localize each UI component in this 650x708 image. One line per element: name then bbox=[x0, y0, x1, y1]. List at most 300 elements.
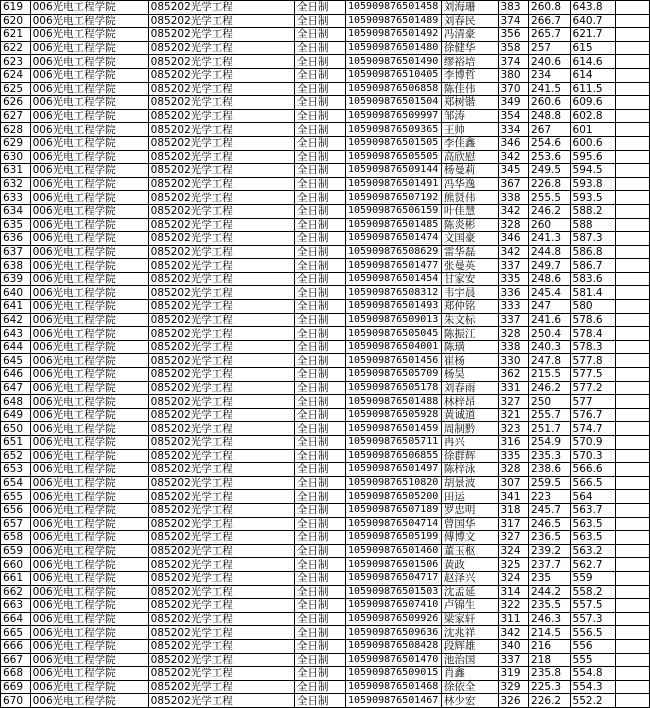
note-cell bbox=[615, 558, 649, 572]
college-cell: 006光电工程学院 bbox=[30, 14, 148, 28]
prelim-score-cell: 342 bbox=[498, 150, 529, 164]
retest-score-cell: 235.3 bbox=[529, 449, 570, 463]
table-row bbox=[1, 395, 650, 409]
name-cell: 甘家安 bbox=[441, 272, 498, 286]
prelim-score-cell: 356 bbox=[498, 28, 529, 42]
college-cell: 006光电工程学院 bbox=[30, 177, 148, 191]
total-score-cell: 570.3 bbox=[570, 449, 615, 463]
study-mode-cell: 全日制 bbox=[295, 218, 346, 232]
study-mode-cell: 全日制 bbox=[295, 300, 346, 314]
name-cell: 曾国华 bbox=[441, 517, 498, 531]
major-cell: 085202光学工程 bbox=[148, 123, 294, 137]
rank-cell: 663 bbox=[1, 599, 31, 613]
name-cell: 黄政 bbox=[441, 558, 498, 572]
study-mode-cell: 全日制 bbox=[295, 164, 346, 178]
major-cell: 085202光学工程 bbox=[148, 626, 294, 640]
note-cell bbox=[615, 1, 649, 15]
study-mode-cell: 全日制 bbox=[295, 694, 346, 708]
rank-cell: 648 bbox=[1, 395, 31, 409]
rank-cell: 658 bbox=[1, 531, 31, 545]
total-score-cell: 566.6 bbox=[570, 463, 615, 477]
table-row bbox=[1, 463, 650, 477]
table-row bbox=[1, 544, 650, 558]
note-cell bbox=[615, 150, 649, 164]
rank-cell: 640 bbox=[1, 286, 31, 300]
name-cell: 张曼英 bbox=[441, 259, 498, 273]
table-row bbox=[1, 177, 650, 191]
total-score-cell: 621.7 bbox=[570, 28, 615, 42]
study-mode-cell: 全日制 bbox=[295, 639, 346, 653]
rank-cell: 669 bbox=[1, 680, 31, 694]
college-cell: 006光电工程学院 bbox=[30, 300, 148, 314]
college-cell: 006光电工程学院 bbox=[30, 639, 148, 653]
total-score-cell: 586.7 bbox=[570, 259, 615, 273]
study-mode-cell: 全日制 bbox=[295, 191, 346, 205]
table-row bbox=[1, 82, 650, 96]
name-cell: 胡景波 bbox=[441, 476, 498, 490]
total-score-cell: 562.7 bbox=[570, 558, 615, 572]
rank-cell: 655 bbox=[1, 490, 31, 504]
table-row bbox=[1, 327, 650, 341]
candidate-id-cell: 105909876504714 bbox=[346, 517, 442, 531]
college-cell: 006光电工程学院 bbox=[30, 599, 148, 613]
study-mode-cell: 全日制 bbox=[295, 463, 346, 477]
name-cell: 杨曼莉 bbox=[441, 164, 498, 178]
table-row bbox=[1, 286, 650, 300]
name-cell: 赵泽兴 bbox=[441, 571, 498, 585]
table-row bbox=[1, 571, 650, 585]
retest-score-cell: 249.7 bbox=[529, 259, 570, 273]
retest-score-cell: 265.7 bbox=[529, 28, 570, 42]
prelim-score-cell: 330 bbox=[498, 354, 529, 368]
prelim-score-cell: 340 bbox=[498, 639, 529, 653]
candidate-id-cell: 105909876505505 bbox=[346, 150, 442, 164]
prelim-score-cell: 383 bbox=[498, 1, 529, 15]
major-cell: 085202光学工程 bbox=[148, 68, 294, 82]
candidate-id-cell: 105909876501491 bbox=[346, 177, 442, 191]
score-table-body bbox=[1, 0, 650, 707]
table-row bbox=[1, 558, 650, 572]
major-cell: 085202光学工程 bbox=[148, 136, 294, 150]
rank-cell: 633 bbox=[1, 191, 31, 205]
table-row bbox=[1, 599, 650, 613]
prelim-score-cell: 345 bbox=[498, 164, 529, 178]
study-mode-cell: 全日制 bbox=[295, 571, 346, 585]
candidate-id-cell: 105909876501504 bbox=[346, 96, 442, 110]
rank-cell: 630 bbox=[1, 150, 31, 164]
study-mode-cell: 全日制 bbox=[295, 381, 346, 395]
rank-cell: 641 bbox=[1, 300, 31, 314]
retest-score-cell: 249.5 bbox=[529, 164, 570, 178]
total-score-cell: 577 bbox=[570, 395, 615, 409]
total-score-cell: 577.2 bbox=[570, 381, 615, 395]
major-cell: 085202光学工程 bbox=[148, 667, 294, 681]
candidate-id-cell: 105909876507410 bbox=[346, 599, 442, 613]
retest-score-cell: 246.2 bbox=[529, 381, 570, 395]
major-cell: 085202光学工程 bbox=[148, 41, 294, 55]
table-row bbox=[1, 164, 650, 178]
college-cell: 006光电工程学院 bbox=[30, 503, 148, 517]
rank-cell: 652 bbox=[1, 449, 31, 463]
candidate-id-cell: 105909876509997 bbox=[346, 109, 442, 123]
prelim-score-cell: 325 bbox=[498, 558, 529, 572]
retest-score-cell: 255.7 bbox=[529, 408, 570, 422]
retest-score-cell: 266.7 bbox=[529, 14, 570, 28]
major-cell: 085202光学工程 bbox=[148, 463, 294, 477]
candidate-id-cell: 105909876507192 bbox=[346, 191, 442, 205]
table-row bbox=[1, 313, 650, 327]
candidate-id-cell: 105909876501497 bbox=[346, 463, 442, 477]
major-cell: 085202光学工程 bbox=[148, 177, 294, 191]
major-cell: 085202光学工程 bbox=[148, 82, 294, 96]
rank-cell: 647 bbox=[1, 381, 31, 395]
table-row bbox=[1, 28, 650, 42]
college-cell: 006光电工程学院 bbox=[30, 612, 148, 626]
prelim-score-cell: 380 bbox=[498, 68, 529, 82]
note-cell bbox=[615, 449, 649, 463]
table-row bbox=[1, 680, 650, 694]
candidate-id-cell: 105909876501480 bbox=[346, 41, 442, 55]
rank-cell: 662 bbox=[1, 585, 31, 599]
rank-cell: 636 bbox=[1, 232, 31, 246]
retest-score-cell: 248.8 bbox=[529, 109, 570, 123]
candidate-id-cell: 105909876505200 bbox=[346, 490, 442, 504]
retest-score-cell: 225.3 bbox=[529, 680, 570, 694]
college-cell: 006光电工程学院 bbox=[30, 191, 148, 205]
total-score-cell: 594.5 bbox=[570, 164, 615, 178]
total-score-cell: 576.7 bbox=[570, 408, 615, 422]
study-mode-cell: 全日制 bbox=[295, 612, 346, 626]
study-mode-cell: 全日制 bbox=[295, 272, 346, 286]
retest-score-cell: 236.5 bbox=[529, 531, 570, 545]
study-mode-cell: 全日制 bbox=[295, 204, 346, 218]
name-cell: 李博哲 bbox=[441, 68, 498, 82]
name-cell: 崔杨 bbox=[441, 354, 498, 368]
college-cell: 006光电工程学院 bbox=[30, 218, 148, 232]
name-cell: 朱文标 bbox=[441, 313, 498, 327]
study-mode-cell: 全日制 bbox=[295, 503, 346, 517]
rank-cell: 656 bbox=[1, 503, 31, 517]
note-cell bbox=[615, 14, 649, 28]
candidate-id-cell: 105909876501492 bbox=[346, 28, 442, 42]
note-cell bbox=[615, 300, 649, 314]
name-cell: 卢锦生 bbox=[441, 599, 498, 613]
retest-score-cell: 244.2 bbox=[529, 585, 570, 599]
prelim-score-cell: 326 bbox=[498, 694, 529, 708]
study-mode-cell: 全日制 bbox=[295, 531, 346, 545]
retest-score-cell: 241.3 bbox=[529, 232, 570, 246]
retest-score-cell: 246.3 bbox=[529, 612, 570, 626]
total-score-cell: 609.6 bbox=[570, 96, 615, 110]
retest-score-cell: 235.8 bbox=[529, 667, 570, 681]
note-cell bbox=[615, 544, 649, 558]
college-cell: 006光电工程学院 bbox=[30, 272, 148, 286]
name-cell: 雷华磊 bbox=[441, 245, 498, 259]
major-cell: 085202光学工程 bbox=[148, 14, 294, 28]
prelim-score-cell: 316 bbox=[498, 436, 529, 450]
retest-score-cell: 215.5 bbox=[529, 368, 570, 382]
total-score-cell: 574.7 bbox=[570, 422, 615, 436]
major-cell: 085202光学工程 bbox=[148, 531, 294, 545]
name-cell: 沈孟延 bbox=[441, 585, 498, 599]
total-score-cell: 578.3 bbox=[570, 340, 615, 354]
total-score-cell: 566.5 bbox=[570, 476, 615, 490]
study-mode-cell: 全日制 bbox=[295, 544, 346, 558]
total-score-cell: 588.2 bbox=[570, 204, 615, 218]
major-cell: 085202光学工程 bbox=[148, 313, 294, 327]
name-cell: 郑仲铭 bbox=[441, 300, 498, 314]
major-cell: 085202光学工程 bbox=[148, 109, 294, 123]
candidate-id-cell: 105909876501456 bbox=[346, 354, 442, 368]
note-cell bbox=[615, 82, 649, 96]
candidate-id-cell: 105909876501490 bbox=[346, 55, 442, 69]
study-mode-cell: 全日制 bbox=[295, 41, 346, 55]
college-cell: 006光电工程学院 bbox=[30, 626, 148, 640]
name-cell: 缪裕培 bbox=[441, 55, 498, 69]
table-row bbox=[1, 1, 650, 15]
college-cell: 006光电工程学院 bbox=[30, 531, 148, 545]
major-cell: 085202光学工程 bbox=[148, 408, 294, 422]
prelim-score-cell: 335 bbox=[498, 272, 529, 286]
major-cell: 085202光学工程 bbox=[148, 436, 294, 450]
note-cell bbox=[615, 626, 649, 640]
prelim-score-cell: 317 bbox=[498, 517, 529, 531]
college-cell: 006光电工程学院 bbox=[30, 68, 148, 82]
college-cell: 006光电工程学院 bbox=[30, 150, 148, 164]
major-cell: 085202光学工程 bbox=[148, 150, 294, 164]
table-row bbox=[1, 14, 650, 28]
major-cell: 085202光学工程 bbox=[148, 449, 294, 463]
table-row bbox=[1, 68, 650, 82]
name-cell: 陈炎彬 bbox=[441, 218, 498, 232]
note-cell bbox=[615, 204, 649, 218]
note-cell bbox=[615, 177, 649, 191]
name-cell: 段辉雄 bbox=[441, 639, 498, 653]
retest-score-cell: 241.6 bbox=[529, 313, 570, 327]
prelim-score-cell: 323 bbox=[498, 422, 529, 436]
retest-score-cell: 246.5 bbox=[529, 517, 570, 531]
prelim-score-cell: 349 bbox=[498, 96, 529, 110]
retest-score-cell: 238.6 bbox=[529, 463, 570, 477]
candidate-id-cell: 105909876501493 bbox=[346, 300, 442, 314]
college-cell: 006光电工程学院 bbox=[30, 368, 148, 382]
name-cell: 陈璜 bbox=[441, 340, 498, 354]
retest-score-cell: 235.5 bbox=[529, 599, 570, 613]
candidate-id-cell: 105909876509015 bbox=[346, 667, 442, 681]
note-cell bbox=[615, 517, 649, 531]
rank-cell: 650 bbox=[1, 422, 31, 436]
total-score-cell: 577.5 bbox=[570, 368, 615, 382]
total-score-cell: 581.4 bbox=[570, 286, 615, 300]
major-cell: 085202光学工程 bbox=[148, 204, 294, 218]
major-cell: 085202光学工程 bbox=[148, 422, 294, 436]
major-cell: 085202光学工程 bbox=[148, 28, 294, 42]
rank-cell: 667 bbox=[1, 653, 31, 667]
candidate-id-cell: 105909876506858 bbox=[346, 82, 442, 96]
prelim-score-cell: 322 bbox=[498, 599, 529, 613]
major-cell: 085202光学工程 bbox=[148, 612, 294, 626]
retest-score-cell: 247.8 bbox=[529, 354, 570, 368]
name-cell: 傅博文 bbox=[441, 531, 498, 545]
name-cell: 罗忠明 bbox=[441, 503, 498, 517]
total-score-cell: 559 bbox=[570, 571, 615, 585]
major-cell: 085202光学工程 bbox=[148, 395, 294, 409]
retest-score-cell: 259.5 bbox=[529, 476, 570, 490]
candidate-id-cell: 105909876504001 bbox=[346, 340, 442, 354]
note-cell bbox=[615, 490, 649, 504]
candidate-id-cell: 105909876501458 bbox=[346, 1, 442, 15]
candidate-id-cell: 105909876505711 bbox=[346, 436, 442, 450]
note-cell bbox=[615, 232, 649, 246]
name-cell: 刘海珊 bbox=[441, 1, 498, 15]
table-row bbox=[1, 55, 650, 69]
table-row bbox=[1, 354, 650, 368]
candidate-id-cell: 105909876508428 bbox=[346, 639, 442, 653]
total-score-cell: 587.3 bbox=[570, 232, 615, 246]
retest-score-cell: 245.4 bbox=[529, 286, 570, 300]
table-row bbox=[1, 531, 650, 545]
rank-cell: 653 bbox=[1, 463, 31, 477]
candidate-id-cell: 105909876509926 bbox=[346, 612, 442, 626]
rank-cell: 660 bbox=[1, 558, 31, 572]
candidate-id-cell: 105909876501454 bbox=[346, 272, 442, 286]
note-cell bbox=[615, 463, 649, 477]
retest-score-cell: 255.5 bbox=[529, 191, 570, 205]
table-row bbox=[1, 585, 650, 599]
table-row bbox=[1, 408, 650, 422]
study-mode-cell: 全日制 bbox=[295, 558, 346, 572]
table-row bbox=[1, 694, 650, 708]
study-mode-cell: 全日制 bbox=[295, 626, 346, 640]
table-row bbox=[1, 517, 650, 531]
total-score-cell: 554.8 bbox=[570, 667, 615, 681]
rank-cell: 629 bbox=[1, 136, 31, 150]
table-row bbox=[1, 449, 650, 463]
table-row bbox=[1, 639, 650, 653]
name-cell: 刘春雨 bbox=[441, 381, 498, 395]
total-score-cell: 600.6 bbox=[570, 136, 615, 150]
study-mode-cell: 全日制 bbox=[295, 490, 346, 504]
name-cell: 叶佳慧 bbox=[441, 204, 498, 218]
college-cell: 006光电工程学院 bbox=[30, 1, 148, 15]
name-cell: 黄诚道 bbox=[441, 408, 498, 422]
retest-score-cell: 247 bbox=[529, 300, 570, 314]
candidate-id-cell: 105909876501477 bbox=[346, 259, 442, 273]
major-cell: 085202光学工程 bbox=[148, 694, 294, 708]
candidate-id-cell: 105909876510820 bbox=[346, 476, 442, 490]
study-mode-cell: 全日制 bbox=[295, 232, 346, 246]
rank-cell: 619 bbox=[1, 1, 31, 15]
table-row bbox=[1, 300, 650, 314]
rank-cell: 639 bbox=[1, 272, 31, 286]
total-score-cell: 602.8 bbox=[570, 109, 615, 123]
college-cell: 006光电工程学院 bbox=[30, 436, 148, 450]
rank-cell: 635 bbox=[1, 218, 31, 232]
rank-cell: 634 bbox=[1, 204, 31, 218]
prelim-score-cell: 318 bbox=[498, 503, 529, 517]
college-cell: 006光电工程学院 bbox=[30, 463, 148, 477]
study-mode-cell: 全日制 bbox=[295, 653, 346, 667]
note-cell bbox=[615, 503, 649, 517]
candidate-id-cell: 105909876501474 bbox=[346, 232, 442, 246]
candidate-id-cell: 105909876505178 bbox=[346, 381, 442, 395]
retest-score-cell: 226.8 bbox=[529, 177, 570, 191]
table-row bbox=[1, 136, 650, 150]
table-row bbox=[1, 612, 650, 626]
prelim-score-cell: 321 bbox=[498, 408, 529, 422]
total-score-cell: 580 bbox=[570, 300, 615, 314]
note-cell bbox=[615, 164, 649, 178]
note-cell bbox=[615, 436, 649, 450]
name-cell: 高欣慰 bbox=[441, 150, 498, 164]
major-cell: 085202光学工程 bbox=[148, 476, 294, 490]
prelim-score-cell: 342 bbox=[498, 245, 529, 259]
note-cell bbox=[615, 41, 649, 55]
rank-cell: 664 bbox=[1, 612, 31, 626]
major-cell: 085202光学工程 bbox=[148, 490, 294, 504]
college-cell: 006光电工程学院 bbox=[30, 259, 148, 273]
retest-score-cell: 254.9 bbox=[529, 436, 570, 450]
name-cell: 冯清豪 bbox=[441, 28, 498, 42]
major-cell: 085202光学工程 bbox=[148, 55, 294, 69]
total-score-cell: 578.6 bbox=[570, 313, 615, 327]
study-mode-cell: 全日制 bbox=[295, 436, 346, 450]
retest-score-cell: 253.6 bbox=[529, 150, 570, 164]
prelim-score-cell: 307 bbox=[498, 476, 529, 490]
rank-cell: 632 bbox=[1, 177, 31, 191]
total-score-cell: 614.6 bbox=[570, 55, 615, 69]
retest-score-cell: 234 bbox=[529, 68, 570, 82]
retest-score-cell: 239.2 bbox=[529, 544, 570, 558]
study-mode-cell: 全日制 bbox=[295, 395, 346, 409]
major-cell: 085202光学工程 bbox=[148, 245, 294, 259]
table-row bbox=[1, 259, 650, 273]
candidate-id-cell: 105909876508629 bbox=[346, 245, 442, 259]
note-cell bbox=[615, 191, 649, 205]
study-mode-cell: 全日制 bbox=[295, 408, 346, 422]
retest-score-cell: 240.3 bbox=[529, 340, 570, 354]
study-mode-cell: 全日制 bbox=[295, 14, 346, 28]
rank-cell: 627 bbox=[1, 109, 31, 123]
note-cell bbox=[615, 653, 649, 667]
study-mode-cell: 全日制 bbox=[295, 245, 346, 259]
rank-cell: 626 bbox=[1, 96, 31, 110]
table-row bbox=[1, 245, 650, 259]
study-mode-cell: 全日制 bbox=[295, 517, 346, 531]
candidate-id-cell: 105909876510405 bbox=[346, 68, 442, 82]
total-score-cell: 554.3 bbox=[570, 680, 615, 694]
major-cell: 085202光学工程 bbox=[148, 368, 294, 382]
prelim-score-cell: 327 bbox=[498, 395, 529, 409]
study-mode-cell: 全日制 bbox=[295, 109, 346, 123]
candidate-id-cell: 105909876501460 bbox=[346, 544, 442, 558]
college-cell: 006光电工程学院 bbox=[30, 96, 148, 110]
major-cell: 085202光学工程 bbox=[148, 218, 294, 232]
retest-score-cell: 235 bbox=[529, 571, 570, 585]
study-mode-cell: 全日制 bbox=[295, 368, 346, 382]
major-cell: 085202光学工程 bbox=[148, 354, 294, 368]
name-cell: 刘春民 bbox=[441, 14, 498, 28]
major-cell: 085202光学工程 bbox=[148, 599, 294, 613]
rank-cell: 631 bbox=[1, 164, 31, 178]
college-cell: 006光电工程学院 bbox=[30, 136, 148, 150]
name-cell: 陈佳伟 bbox=[441, 82, 498, 96]
name-cell: 徐健华 bbox=[441, 41, 498, 55]
total-score-cell: 563.5 bbox=[570, 517, 615, 531]
study-mode-cell: 全日制 bbox=[295, 1, 346, 15]
retest-score-cell: 267 bbox=[529, 123, 570, 137]
rank-cell: 643 bbox=[1, 327, 31, 341]
